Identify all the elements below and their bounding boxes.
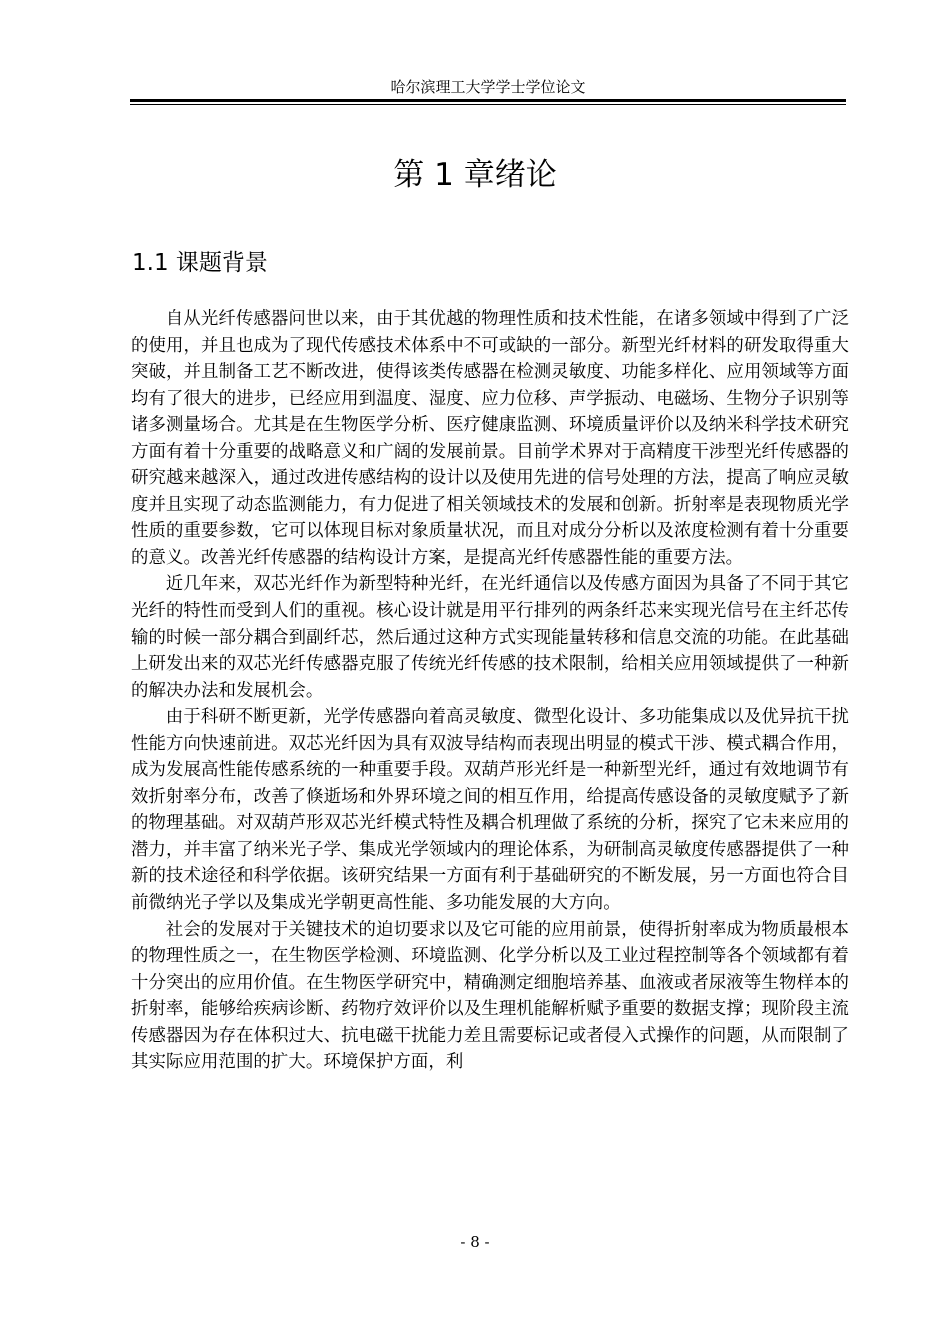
chapter-title: 第 1 章绪论 xyxy=(393,157,557,193)
paragraph-1: 自从光纤传感器问世以来，由于其优越的物理性质和技术性能，在诸多领域中得到了广泛的使用，并且也成为了现代传感技术体系中不可或缺的一部分。新型光纤材料的研发取得重大突破，并且制备工艺不断改进，使得该类传感器在检测灵敏度、功能多样化、应用领域等方面均有了很大的进步，已经应用到温度、湿度、应力位移、声学振动、电磁场、生物分子识别等诸多测量场合。尤其是在生物医学分析、医疗健康监测、环境质量评价以及纳米科学技术研究方面有着十分重要的战略意义和广阔的发展前景。目前学术界对于高精度干涉型光纤传感器的研究越来越深入，通过改进传感结构的设计以及使用先进的信号处理的方法，提高了响应灵敏度并且实现了动态监测能力，有力促进了相关领域技术的发展和创新。折射率是表现物质光学性质的重要参数，它可以体现目标对象质量状况，而且对成分分析以及浓度检测有着十分重要的意义。改善光纤传感器的结构设计方案，是提高光纤传感器性能的重要方法。 xyxy=(131,309,849,568)
paragraph-2: 近几年来，双芯光纤作为新型特种光纤，在光纤通信以及传感方面因为具备了不同于其它光纤的特性而受到人们的重视。核心设计就是用平行排列的两条纤芯来实现光信号在主纤芯传输的时候一部分耦合到副纤芯，然后通过这种方式实现能量转移和信息交流的功能。在此基础上研发出来的双芯光纤传感器克服了传统光纤传感的技术限制，给相关应用领域提供了一种新的解决办法和发展机会。 xyxy=(131,574,849,701)
running-header: 哈尔滨理工大学学士学位论文 xyxy=(390,78,586,96)
page-number: - 8 - xyxy=(460,1233,490,1251)
paragraph-4: 社会的发展对于关键技术的迫切要求以及它可能的应用前景，使得折射率成为物质最根本的物理性质之一，在生物医学检测、环境监测、化学分析以及工业过程控制等各个领域都有着十分突出的应用价值。在生物医学研究中，精确测定细胞培养基、血液或者尿液等生物样本的折射率，能够给疾病诊断、药物疗效评价以及生理机能解析赋予重要的数据支撑；现阶段主流传感器因为存在体积过大、抗电磁干扰能力差且需要标记或者侵入式操作的问题，从而限制了其实际应用范围的扩大。环境保护方面，利 xyxy=(131,919,849,1073)
header-rule-thin xyxy=(130,104,846,105)
header-rule-thick xyxy=(130,99,846,102)
body-text xyxy=(131,306,849,1076)
section-heading: 1.1 课题背景 xyxy=(132,250,268,276)
paragraph-3: 由于科研不断更新，光学传感器向着高灵敏度、微型化设计、多功能集成以及优异抗干扰性能方向快速前进。双芯光纤因为具有双波导结构而表现出明显的模式干涉、模式耦合作用，成为发展高性能传感系统的一种重要手段。双葫芦形光纤是一种新型光纤，通过有效地调节有效折射率分布，改善了倏逝场和外界环境之间的相互作用，给提高传感设备的灵敏度赋予了新的物理基础。对双葫芦形双芯光纤模式特性及耦合机理做了系统的分析，探究了它未来应用的潜力，并丰富了纳米光子学、集成光学领域内的理论体系，为研制高灵敏度传感器提供了一种新的技术途径和科学依据。该研究结果一方面有利于基础研究的不断发展，另一方面也符合目前微纳光子学以及集成光学朝更高性能、多功能发展的大方向。 xyxy=(131,707,849,914)
